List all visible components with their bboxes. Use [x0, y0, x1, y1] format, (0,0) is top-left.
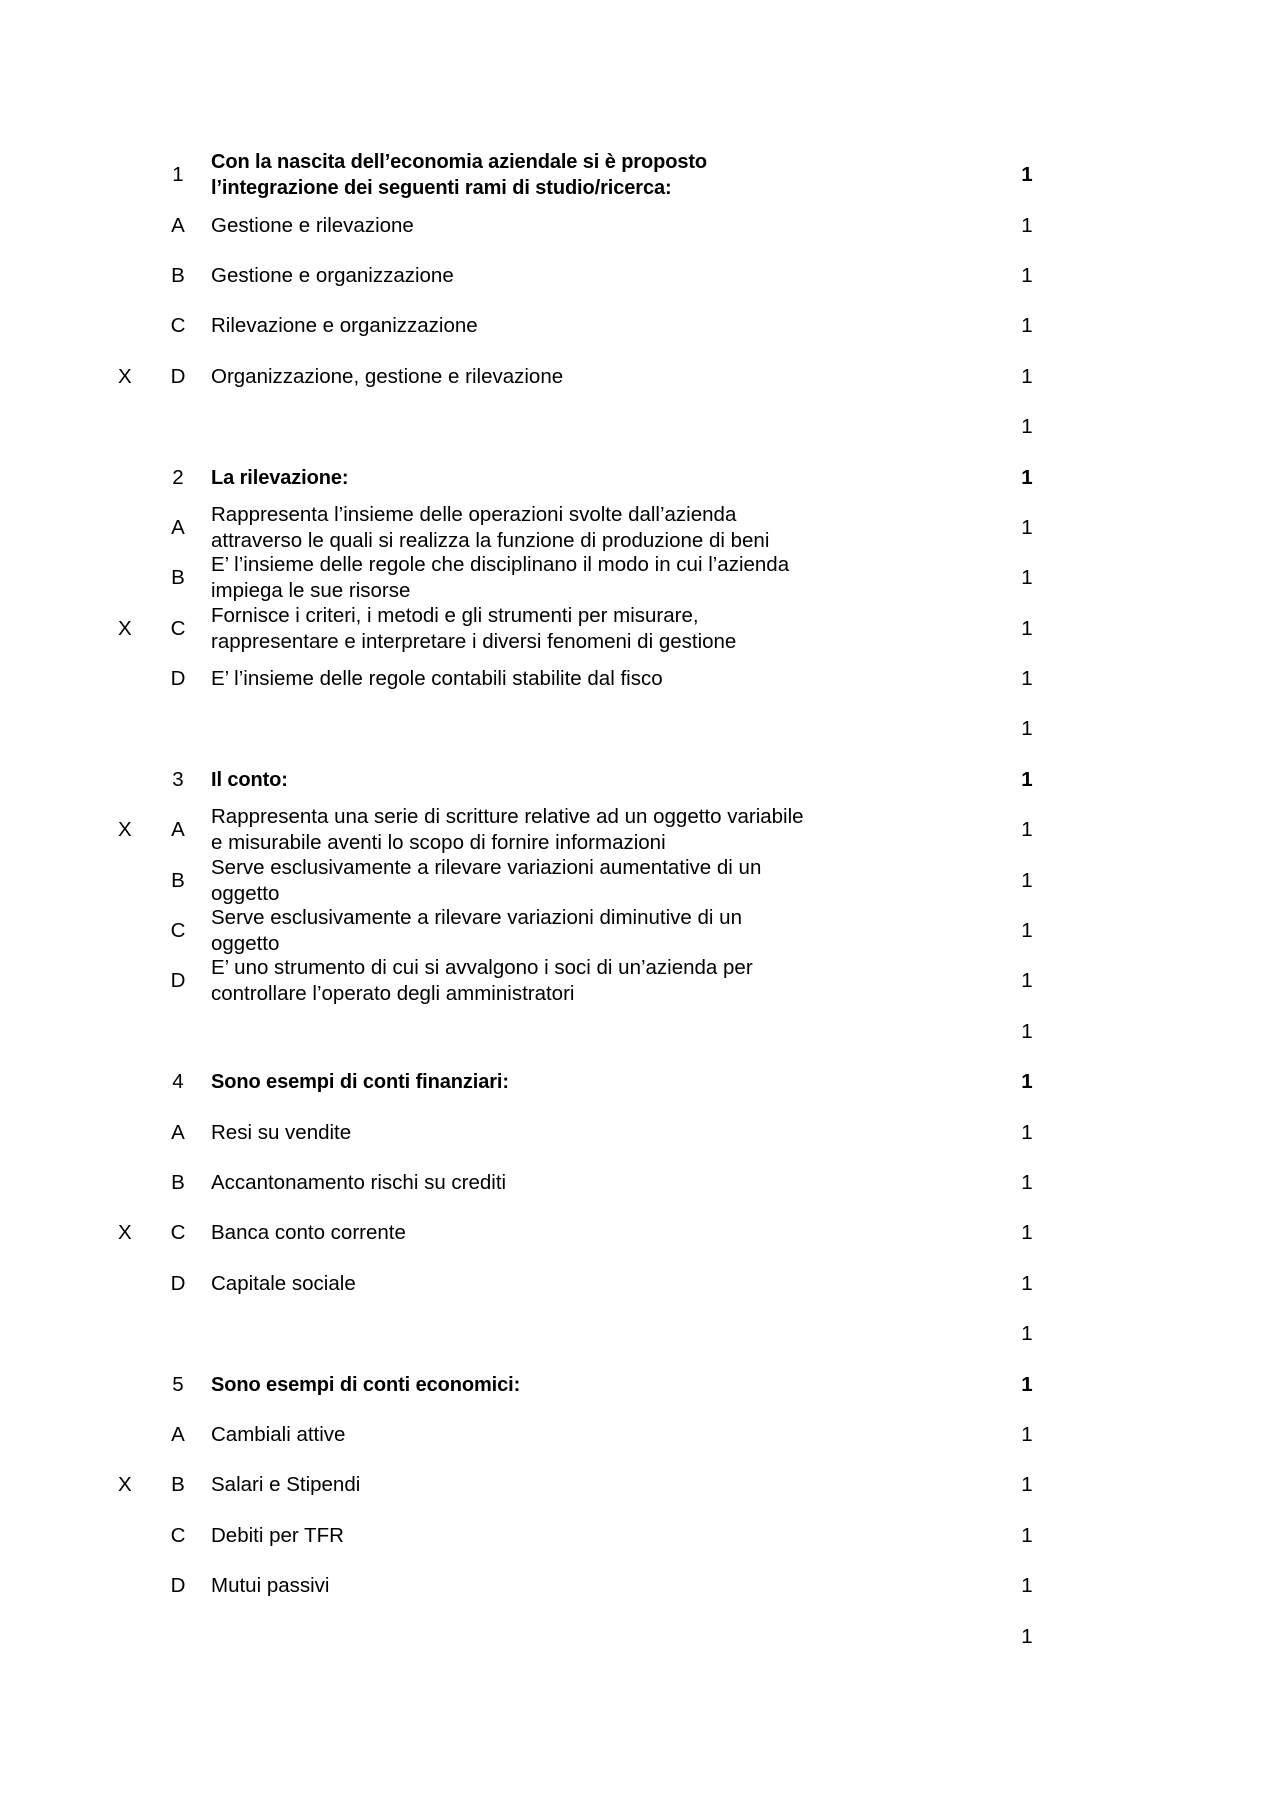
trailing-score: 1: [1021, 1624, 1033, 1648]
option-5-b: [0, 1460, 1280, 1510]
option-score: 1: [1021, 314, 1033, 338]
question-number: 3: [172, 767, 184, 791]
question-1-trailing-row: [0, 402, 1280, 452]
option-text: Rappresenta una serie di scritture relative ad un oggetto variabile e misurabile aventi lo scopo di fornire informazioni: [211, 805, 804, 855]
answer-mark: [118, 301, 138, 351]
option-4-a: [0, 1107, 1280, 1157]
question-score: 1: [1021, 1070, 1033, 1094]
option-text: Mutui passivi: [211, 1574, 330, 1598]
question-2-trailing-row: [0, 704, 1280, 754]
option-score: 1: [1021, 1271, 1033, 1295]
question-text: Con la nascita dell’economia aziendale si è proposto l’integrazione dei seguenti rami di studio/ricerca:: [211, 151, 708, 200]
question-number: 2: [172, 465, 184, 489]
answer-mark: X: [118, 1473, 132, 1497]
question-number: 1: [172, 163, 184, 187]
answer-mark: [118, 755, 138, 805]
option-4-b: [0, 1158, 1280, 1208]
question-5: [0, 1359, 1280, 1409]
question-1: [0, 150, 1280, 200]
option-score: 1: [1021, 919, 1033, 943]
question-text: Il conto:: [211, 768, 288, 791]
option-letter: C: [170, 1523, 186, 1547]
answer-mark: [118, 1107, 138, 1157]
option-text: Debiti per TFR: [211, 1523, 344, 1547]
question-score: 1: [1021, 465, 1033, 489]
answer-mark: [118, 1561, 138, 1611]
option-letter: B: [171, 566, 185, 590]
option-letter: C: [170, 314, 186, 338]
option-score: 1: [1021, 1221, 1033, 1245]
answer-mark: [118, 1359, 138, 1409]
answer-mark: [118, 855, 138, 905]
answer-mark: [118, 1511, 138, 1561]
option-text: Gestione e rilevazione: [211, 213, 414, 237]
answer-mark: [118, 1259, 138, 1309]
option-text: E’ l’insieme delle regole contabili stabilite dal fisco: [211, 667, 663, 691]
answer-mark: X: [118, 364, 132, 388]
option-letter: B: [171, 868, 185, 892]
option-letter: D: [170, 1271, 186, 1295]
option-score: 1: [1021, 818, 1033, 842]
answer-mark: [118, 200, 138, 250]
answer-mark: [118, 150, 138, 200]
option-text: E’ l’insieme delle regole che disciplinano il modo in cui l’azienda impiega le sue risorse: [211, 553, 790, 603]
option-text: Serve esclusivamente a rilevare variazioni diminutive di un oggetto: [211, 906, 742, 956]
option-score: 1: [1021, 1120, 1033, 1144]
option-letter: B: [171, 1473, 185, 1497]
option-score: 1: [1021, 263, 1033, 287]
answer-mark: [118, 452, 138, 502]
option-text: Resi su vendite: [211, 1120, 352, 1144]
answer-mark: [118, 1158, 138, 1208]
answer-mark: [118, 1057, 138, 1107]
option-letter: A: [171, 1422, 185, 1446]
trailing-score: 1: [1021, 1322, 1033, 1346]
option-1-b: [0, 251, 1280, 301]
option-letter: A: [171, 515, 185, 539]
question-text: Sono esempi di conti economici:: [211, 1373, 521, 1396]
option-text: Serve esclusivamente a rilevare variazioni aumentative di un oggetto: [211, 855, 762, 905]
option-letter: A: [171, 1120, 185, 1144]
option-5-d: [0, 1561, 1280, 1611]
option-score: 1: [1021, 1171, 1033, 1194]
answer-mark: [118, 251, 138, 301]
option-score: 1: [1021, 1422, 1033, 1446]
option-2-d: [0, 654, 1280, 704]
option-text: Organizzazione, gestione e rilevazione: [211, 364, 564, 388]
trailing-score: 1: [1021, 717, 1033, 741]
option-score: 1: [1021, 868, 1033, 892]
option-text: Banca conto corrente: [211, 1221, 406, 1245]
option-text: Fornisce i criteri, i metodi e gli strumenti per misurare, rappresentare e interpretare i diversi fenomeni di gestione: [211, 603, 737, 653]
option-score: 1: [1021, 213, 1033, 237]
question-score: 1: [1021, 767, 1033, 791]
option-2-b: [0, 553, 1280, 603]
question-5-trailing-row: [0, 1611, 1280, 1661]
option-letter: A: [171, 818, 185, 842]
answer-mark: [118, 1410, 138, 1460]
option-4-d: [0, 1259, 1280, 1309]
option-score: 1: [1021, 616, 1033, 640]
question-number: 4: [172, 1070, 184, 1094]
answer-mark: X: [118, 1221, 132, 1245]
option-letter: A: [171, 213, 185, 237]
option-1-a: [0, 200, 1280, 250]
question-text: La rilevazione:: [211, 466, 349, 489]
option-2-a: [0, 503, 1280, 553]
quiz-page: [0, 150, 1280, 1662]
option-score: 1: [1021, 364, 1033, 388]
option-score: 1: [1021, 1473, 1033, 1497]
option-1-d: [0, 352, 1280, 402]
option-text: E’ uno strumento di cui si avvalgono i soci di un’azienda per controllare l’operato degli amministratori: [211, 956, 753, 1006]
question-4-trailing-row: [0, 1309, 1280, 1359]
option-letter: D: [170, 1574, 186, 1598]
option-2-c: [0, 604, 1280, 654]
option-score: 1: [1021, 1523, 1033, 1547]
answer-mark: X: [118, 818, 132, 842]
option-3-b: [0, 855, 1280, 905]
question-text: Sono esempi di conti finanziari:: [211, 1071, 509, 1094]
answer-mark: [118, 654, 138, 704]
option-text: Accantonamento rischi su crediti: [211, 1171, 507, 1194]
answer-mark: [118, 503, 138, 553]
option-letter: C: [170, 1221, 186, 1245]
question-number: 5: [172, 1372, 184, 1396]
option-letter: C: [170, 919, 186, 943]
option-letter: C: [170, 616, 186, 640]
option-text: Salari e Stipendi: [211, 1473, 361, 1497]
answer-mark: [118, 553, 138, 603]
option-4-c: [0, 1208, 1280, 1258]
answer-mark: [118, 906, 138, 956]
option-text: Capitale sociale: [211, 1271, 356, 1295]
question-3-trailing-row: [0, 1007, 1280, 1057]
option-text: Gestione e organizzazione: [211, 263, 454, 287]
option-letter: D: [170, 364, 186, 388]
trailing-score: 1: [1021, 1019, 1033, 1043]
question-2: [0, 452, 1280, 502]
option-score: 1: [1021, 566, 1033, 590]
option-3-d: [0, 956, 1280, 1006]
option-3-c: [0, 906, 1280, 956]
option-score: 1: [1021, 1574, 1033, 1598]
option-text: Rappresenta l’insieme delle operazioni svolte dall’azienda attraverso le quali si realizza la funzione di produzione di beni: [211, 502, 770, 552]
option-5-c: [0, 1511, 1280, 1561]
answer-mark: [118, 956, 138, 1006]
trailing-score: 1: [1021, 415, 1033, 439]
question-score: 1: [1021, 163, 1033, 187]
question-3: [0, 755, 1280, 805]
option-5-a: [0, 1410, 1280, 1460]
option-letter: D: [170, 969, 186, 993]
option-text: Rilevazione e organizzazione: [211, 314, 478, 338]
option-3-a: [0, 805, 1280, 855]
option-text: Cambiali attive: [211, 1422, 346, 1446]
answer-mark: X: [118, 616, 132, 640]
option-score: 1: [1021, 667, 1033, 691]
option-letter: D: [170, 667, 186, 691]
option-letter: B: [171, 1171, 185, 1194]
option-score: 1: [1021, 515, 1033, 539]
option-score: 1: [1021, 969, 1033, 993]
question-score: 1: [1021, 1372, 1033, 1396]
question-4: [0, 1057, 1280, 1107]
option-letter: B: [171, 263, 185, 287]
option-1-c: [0, 301, 1280, 351]
